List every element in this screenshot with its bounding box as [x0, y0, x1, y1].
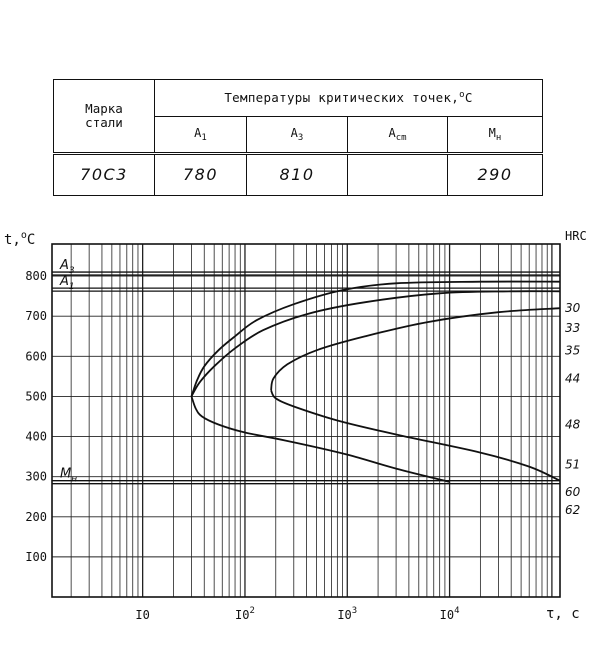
ref-label-A1: $A_1$ [60, 274, 75, 293]
curve-start-curve-lower [192, 396, 450, 482]
hrc-label: 60 [565, 484, 581, 499]
hrc-label: 62 [565, 502, 581, 517]
x-tick-label: $I0^2$ [235, 606, 255, 622]
steel-grade-header-line1: Марка [85, 100, 123, 116]
critical-temps-header-text: Температуры критических точек, [224, 90, 460, 106]
hrc-label: 48 [565, 417, 581, 432]
y-tick-label: I00 [25, 549, 47, 564]
x-axis-title: τ, с [546, 606, 580, 622]
cell-a3: 810 [247, 153, 348, 195]
y-tick-label: 600 [25, 349, 47, 364]
curves-layer [192, 282, 561, 482]
grid-layer [25, 244, 560, 622]
hrc-label: 51 [565, 457, 581, 472]
col-header-mn: $M_н$ [448, 116, 543, 153]
ref-label-Mn: $M_н$ [60, 466, 78, 485]
y-tick-label: 300 [25, 469, 47, 484]
x-tick-label: $I0^4$ [439, 606, 460, 622]
y-tick-label: 800 [25, 269, 47, 284]
y-tick-label: 500 [25, 389, 47, 404]
celsius-letter: C [464, 90, 473, 106]
cell-grade: 70С3 [54, 153, 155, 195]
col-header-a3: $A_3$ [247, 116, 348, 153]
x-tick-label: I0 [135, 608, 150, 622]
curve-bainite-curve-lower [271, 390, 560, 480]
degree-sup: o [459, 90, 465, 101]
curve-end-curve [192, 291, 561, 396]
col-header-acm: $A_{cm}$ [348, 116, 448, 153]
curve-bainite-curve [271, 308, 560, 390]
hrc-label: 44 [565, 371, 581, 386]
x-tick-label: $I0^3$ [337, 606, 358, 622]
cell-mn: 290 [448, 153, 543, 195]
plot-frame [52, 244, 560, 597]
y-tick-label: 200 [25, 509, 47, 524]
steel-grade-header-line2: стали [85, 114, 123, 130]
cell-a1: 780 [155, 153, 247, 195]
hrc-axis-title: HRC [565, 229, 587, 243]
col-header-a1: $A_1$ [155, 116, 247, 153]
labels-layer [565, 301, 581, 517]
hrc-label: 33 [565, 321, 581, 336]
ref-label-A3: $A_3$ [60, 258, 75, 277]
y-tick-label: 400 [25, 429, 47, 444]
y-axis-title: t,$^o$C [4, 230, 36, 248]
hrc-label: 30 [565, 301, 581, 316]
hrc-label: 35 [565, 343, 581, 358]
y-tick-label: 700 [25, 309, 47, 324]
